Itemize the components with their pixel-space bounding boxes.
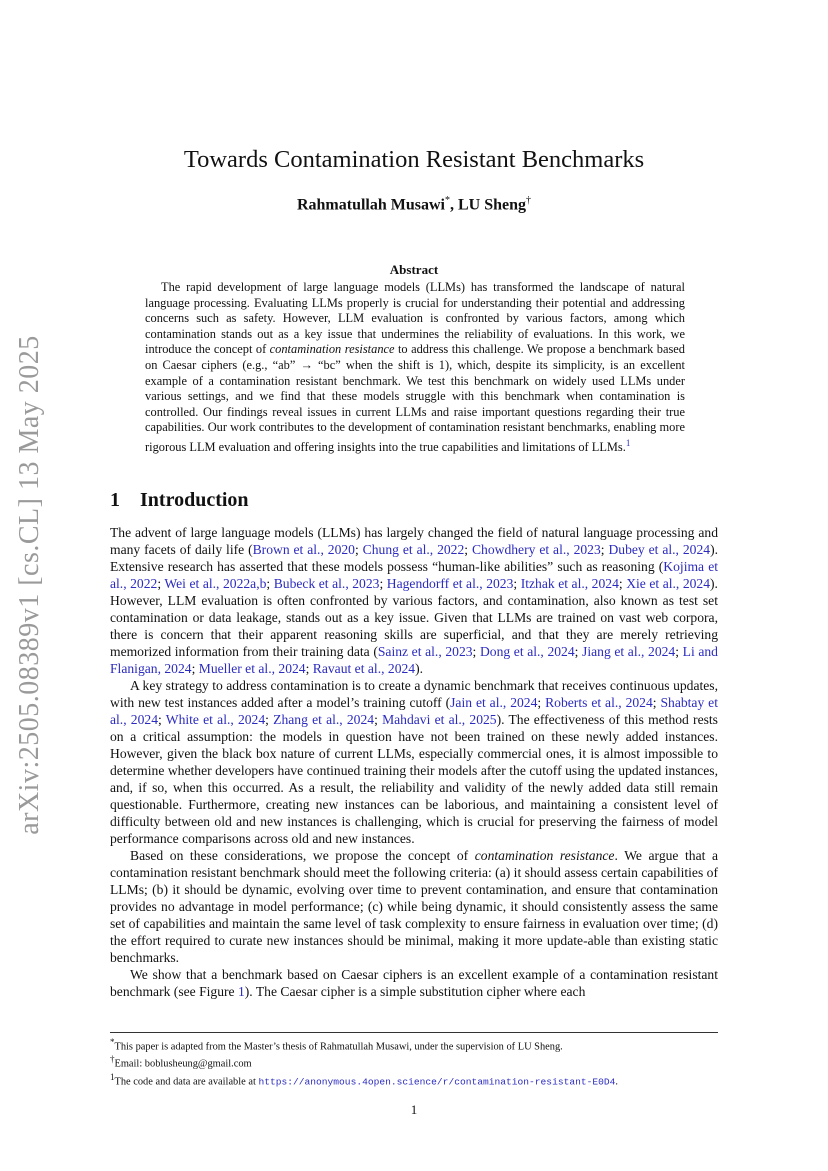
citation-link[interactable]: Dubey et al., 2024: [608, 542, 711, 557]
citation-link[interactable]: Brown et al., 2020: [252, 542, 355, 557]
footnotes: [110, 1032, 718, 1088]
abstract-heading: Abstract: [389, 262, 439, 277]
code-url-link[interactable]: https://anonymous.4open.science/r/contamination-resistant-E0D4: [258, 1076, 616, 1088]
author-name: LU Sheng: [458, 196, 527, 214]
citation-link[interactable]: Bubeck et al., 2023: [273, 576, 380, 591]
citation-link[interactable]: Jain et al., 2024: [450, 695, 538, 710]
body-text: [110, 524, 718, 1000]
paragraph: Based on these considerations, we propose the concept of contamination resistance. We argue that a contamination resistant benchmark should meet the following criteria: (a) it should assess certain capabilities of LLMs; (b) it should be dynamic, evolving over time to prevent contamination, and ensure that contamination provides no advantage in model performance; (c) while being dynamic, it should consistently assess the same set of capabilities and maintain the same level of task complexity to ensure fairness in evaluation over time; (d) the effort required to curate new instances should be minimal, making it more update-able than existing static benchmarks.: [110, 848, 718, 965]
citation-link[interactable]: Mueller et al., 2024: [198, 661, 306, 676]
section-number: 1: [110, 489, 120, 511]
citation-link[interactable]: Ravaut et al., 2024: [312, 661, 416, 676]
citation-link[interactable]: Dong et al., 2024: [479, 644, 575, 659]
citation-link[interactable]: Jiang et al., 2024: [582, 644, 676, 659]
citation-link[interactable]: Sainz et al., 2023: [377, 644, 473, 659]
citation-link[interactable]: Chung et al., 2022: [362, 542, 465, 557]
footnote: *This paper is adapted from the Master’s thesis of Rahmatullah Musawi, under the supervision of LU Sheng.: [110, 1037, 563, 1053]
citation-link[interactable]: Chowdhery et al., 2023: [471, 542, 601, 557]
paragraph: We show that a benchmark based on Caesar ciphers is an excellent example of a contamination resistant benchmark (see Figure 1). The Caesar cipher is a simple substitution cipher where each: [110, 967, 718, 999]
section-title: Introduction: [140, 489, 249, 511]
citation-link[interactable]: Shabtay et al., 2024: [110, 695, 718, 727]
footnote: $^1$The code and data are available at https://anonymous.4open.science/r/contamination-resistant-E0D4.: [110, 1071, 619, 1088]
paragraph: The advent of large language models (LLMs) has largely changed the field of natural language processing and many facets of daily life (Brown et al., 2020; Chung et al., 2022; Chowdhery et al., 2023; Dubey et al., 2024). Extensive research has asserted that these models possess “human-like abilities” such as reasoning (Kojima et al., 2022; Wei et al., 2022a,b; Bubeck et al., 2023; Hagendorff et al., 2023; Itzhak et al., 2024; Xie et al., 2024). However, LLM evaluation is often confronted by various factors, and contamination, also known as test set contamination or data leakage, stands out as a key issue. Given that LLMs are trained on vast web corpora, there is concern that their apparent reasoning skills are superficial, and that they are merely retrieving memorized information from their training data (Sainz et al., 2023; Dong et al., 2024; Jiang et al., 2024; Li and Flanigan, 2024; Mueller et al., 2024; Ravaut et al., 2024).: [110, 525, 718, 676]
citation-link[interactable]: Zhang et al., 2024: [273, 712, 375, 727]
authors: [0, 195, 828, 214]
emphasis: contamination resistance: [474, 848, 615, 863]
author-footnote-mark: †: [526, 195, 532, 206]
footnote-link[interactable]: 1: [625, 437, 631, 448]
figure-link[interactable]: 1: [237, 984, 245, 999]
citation-link[interactable]: Roberts et al., 2024: [545, 695, 653, 710]
paper-title: Towards Contamination Resistant Benchmarks: [183, 146, 645, 173]
citation-link[interactable]: Kojima et al., 2022: [110, 559, 718, 591]
emphasis: contamination resistance: [269, 342, 395, 357]
paragraph: A key strategy to address contamination is to create a dynamic benchmark that receives continuous updates, with new test instances added after a model’s training cutoff (Jain et al., 2024; Roberts et al., 2024; Shabtay et al., 2024; White et al., 2024; Zhang et al., 2024; Mahdavi et al., 2025). The effectiveness of this method rests on a critical assumption: the models in question have not been trained on these newly added instances. However, given the black box nature of current LLMs, especially commercial ones, it is almost impossible to determine whether developers have continued training their models after the cutoff using the updated instances, and, if so, when this occurred. As a result, the reliability and validity of the newly added data still remain questionable. Furthermore, creating new instances can be laborious, and maintaining a consistent level of difficulty between old and new instances is challenging, which is crucial for preserving the fairness of model performance comparisons across old and new instances.: [110, 678, 718, 846]
author-name: Rahmatullah Musawi: [296, 196, 445, 214]
citation-link[interactable]: Hagendorff et al., 2023: [386, 576, 514, 591]
citation-link[interactable]: Li and Flanigan, 2024: [110, 644, 718, 676]
citation-link[interactable]: Mahdavi et al., 2025: [382, 712, 497, 727]
section-heading: [110, 489, 249, 512]
citation-link[interactable]: Xie et al., 2024: [626, 576, 711, 591]
author-separator: ,: [450, 196, 458, 214]
arxiv-sidebar: [12, 335, 48, 835]
abstract-text: The rapid development of large language models (LLMs) has transformed the landscape of natural language processing. Evaluating LLMs properly is crucial for understanding their potential and addressing concerns such as safety. However, LLM evaluation is confronted by various factors, among which contamination stands out as a key issue that undermines the reliability of evaluations. In this work, we introduce the concept of contamination resistance to address this challenge. We propose a benchmark based on Caesar ciphers (e.g., “ab” → “bc” when the shift is 1), which, despite its simplicity, is an excellent example of a contamination resistant benchmark. We test this benchmark on widely used LLMs under various settings, and we find that these models struggle with this benchmark when contamination is controlled. Our findings reveal issues in current LLMs and raise important questions regarding their true capabilities. Our work contributes to the development of contamination resistant benchmarks, enabling more rigorous LLM evaluation and offering insights into the true capabilities and limitations of LLMs.$^1$: [145, 280, 685, 455]
citation-link[interactable]: White et al., 2024: [165, 712, 266, 727]
footnote: †Email: boblusheung@gmail.com: [110, 1054, 252, 1070]
page-number: 1: [410, 1102, 418, 1117]
citation-link[interactable]: Itzhak et al., 2024: [520, 576, 619, 591]
arxiv-identifier: arXiv:2505.08389v1 [cs.CL] 13 May 2025: [14, 335, 46, 835]
author-footnote-mark: *: [445, 195, 450, 206]
citation-link[interactable]: Wei et al., 2022a,b: [164, 576, 267, 591]
